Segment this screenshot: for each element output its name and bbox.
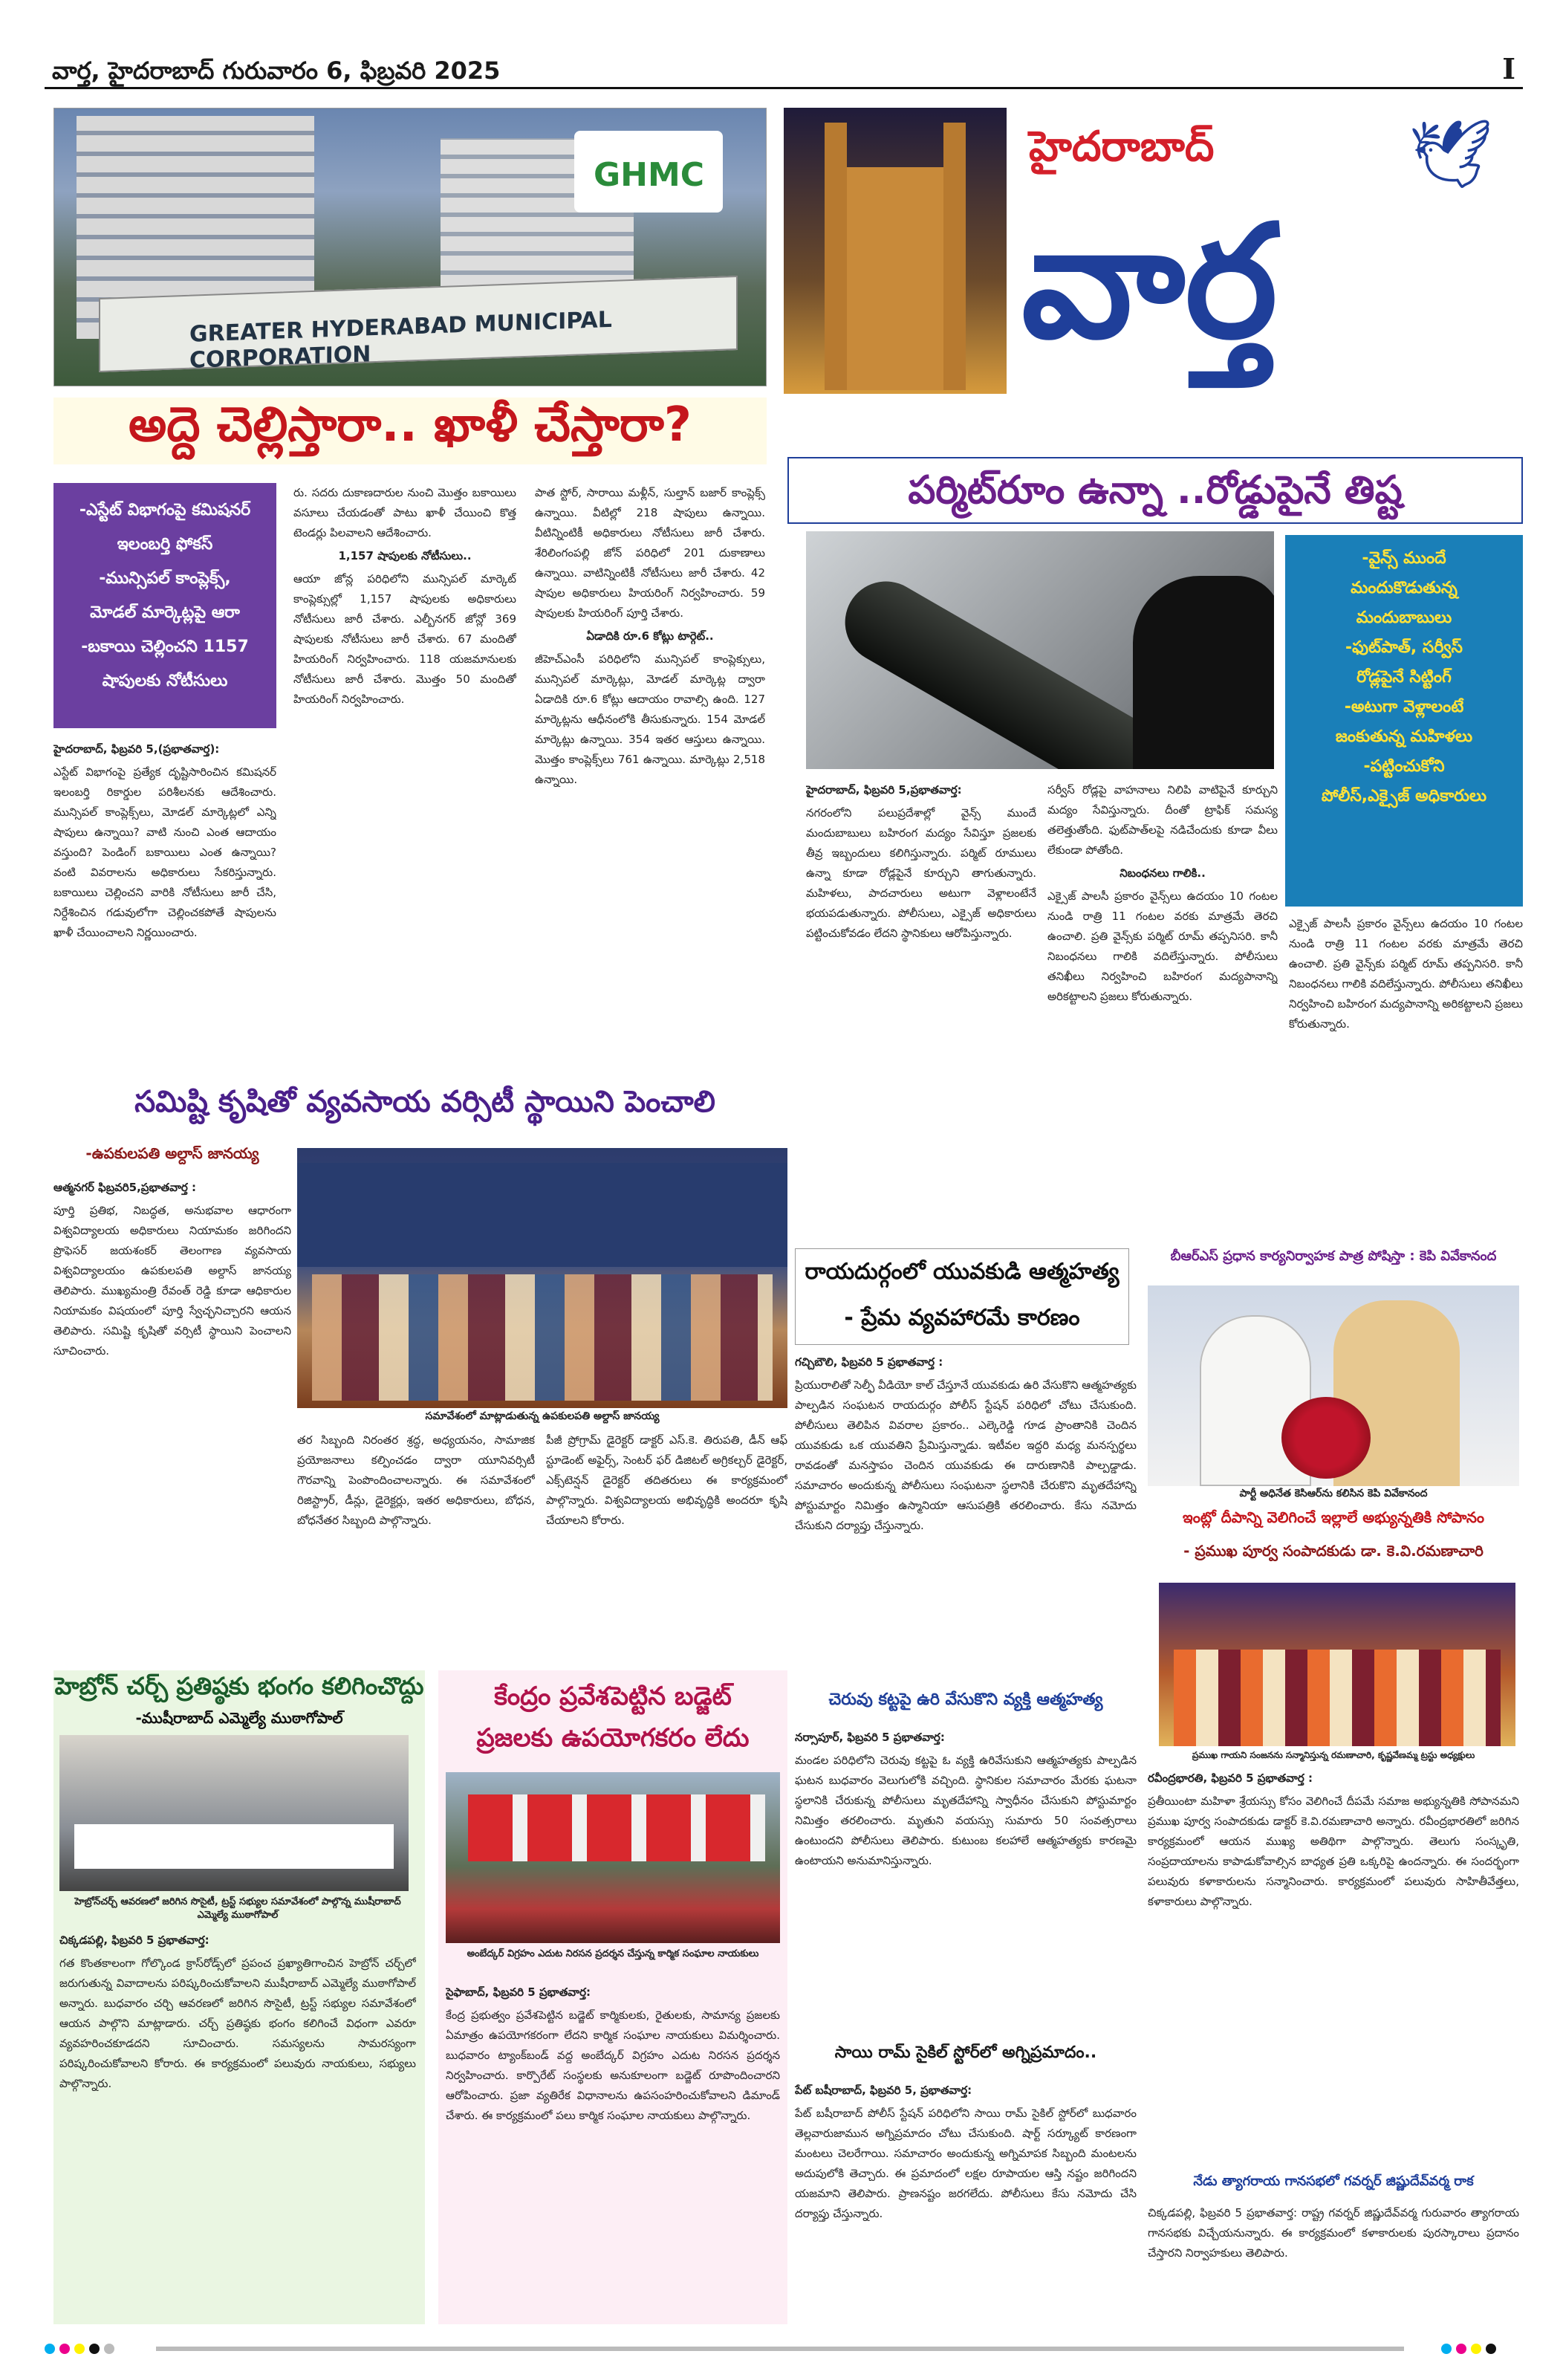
section-logo <box>784 108 1523 405</box>
highlight-item: -పట్టించుకోని <box>1363 757 1445 776</box>
logo-subtitle: హైదరాబాద్ <box>1029 123 1215 171</box>
permit-column-2: సర్వీస్ రోడ్లపై వాహనాలు నిలిపి వాటిపైనే కూర్చుని మద్యం సేవిస్తున్నారు. దీంతో ట్రాఫిక్ సమస్య తలెత్తుతోంది. ఫుట్‌పాత్‌లపై నడిచేందుకు కూడా వీలు లేకుండా పోతోంది. నిబంధనలు గాలికి.. ఎక్సైజ్ పాలసీ ప్రకారం వైన్స్‌లు ఉదయం 10 గంటల నుండి రాత్రి 11 గంటల వరకు మాత్రమే తెరచి ఉంచాలి. ప్రతి వైన్స్‌కు పర్మిట్ రూమ్ తప్పనిసరి. కానీ నిబంధనలు గాలికి వదిలేస్తున్నారు. పోలీసులు తనిఖీలు నిర్వహించి బహిరంగ మద్యపానాన్ని అరికట్టాలని ప్రజలు కోరుతున్నారు. <box>1047 783 1278 1003</box>
page-dateline: వార్త, హైదరాబాద్ గురువారం 6, ఫిబ్రవరి 2025 <box>52 56 501 85</box>
budget-body: సైఫాబాద్, ఫిబ్రవరి 5 ప్రభాతవార్త: కేంద్ర ప్రభుత్వం ప్రవేశపెట్టిన బడ్జెట్ కార్మికులకు, రైతులకు, సామాన్య ప్రజలకు ఏమాత్రం ఉపయోగకరంగా లేదని కార్మిక సంఘాల నాయకులు విమర్శించారు. బుధవారం ట్యాంక్‌బండ్ వద్ద అంబేద్కర్ విగ్రహం ఎదుట నిరసన ప్రదర్శన నిర్వహించారు. కార్పొరేట్ సంస్థలకు అనుకూలంగా బడ్జెట్ రూపొందించారని ఆరోపించారు. ప్రజా వ్యతిరేక విధానాలను ఉపసంహరించుకోవాలని డిమాండ్ చేశారు. ఈ కార్యక్రమంలో పలు కార్మిక సంఘాల నాయకులు పాల్గొన్నారు. <box>446 1985 780 2122</box>
charminar-photo <box>784 108 1007 394</box>
brs-headline: బీఆర్ఎస్ ప్రధాన కార్యనిర్వాహక పాత్ర పోషిస్తా : కెపి వివేకానంద <box>1170 1248 1497 1264</box>
hebron-headline: హెబ్రోన్ చర్చ్ ప్రతిష్ఠకు భంగం కలిగించొద్దు <box>54 1672 424 1700</box>
page-number: I <box>1502 52 1515 85</box>
registration-bar <box>45 2341 1523 2357</box>
brs-photo-caption: పార్టీ అధినేత కెసిఆర్‌ను కలిసిన కెపి వివేకానంద <box>1239 1488 1428 1499</box>
ghmc-headline: అద్దె చెల్లిస్తారా.. ఖాళీ చేస్తారా? <box>53 398 767 464</box>
drinking-photo <box>806 531 1274 769</box>
sairam-headline: సాయి రామ్ సైకిల్ స్టోర్‌లో అగ్నిప్రమాదం.. <box>834 2043 1097 2062</box>
agri-meeting-photo <box>297 1148 787 1408</box>
page-header <box>45 52 1523 89</box>
highlight-item: -ఎస్టేట్ విభాగంపై కమిషనర్ <box>79 501 251 519</box>
agri-photo-caption: సమావేశంలో మాట్లాడుతున్న ఉపకులపతి అల్దాస్ జానయ్య <box>425 1410 660 1422</box>
highlight-item: -బకాయి చెల్లించని 1157 <box>81 638 249 656</box>
highlight-item: మందుబాబులు <box>1356 609 1452 627</box>
deepam-byline: - ప్రముఖ పూర్వ సంపాదకుడు డా. కె.వి.రమణాచారి <box>1183 1542 1484 1560</box>
kcr-meeting-photo <box>1148 1285 1519 1486</box>
protest-photo <box>446 1772 780 1943</box>
highlight-item: ఇలంబర్తి ఫోకస్ <box>117 535 213 554</box>
bird-icon: 🕊 <box>1408 115 1493 193</box>
budget-photo-caption: అంబేద్కర్ విగ్రహం ఎదుట నిరసన ప్రదర్శన చేస్తున్న కార్మిక సంఘాల నాయకులు <box>467 1948 759 1959</box>
deepam-body: రవీంద్రభారతి, ఫిబ్రవరి 5 ప్రభాతవార్త : ప్రతీయింటా మహిళా శ్రేయస్సు కోసం వెలిగించే దీపమే సమాజ అభ్యున్నతికి సోపానమని ప్రముఖ పూర్వ సంపాదకుడు డాక్టర్ కె.వి.రమణాచారి అన్నారు. రవీంద్రభారతిలో జరిగిన కార్యక్రమంలో ఆయన ముఖ్య అతిథిగా పాల్గొన్నారు. తెలుగు సంస్కృతి, సంప్రదాయాలను కాపాడుకోవాల్సిన బాధ్యత ప్రతి ఒక్కరిపై ఉందన్నారు. ఈ సందర్భంగా పలువురు కళాకారులను సన్మానించారు. కార్యక్రమంలో పలువురు సాహితీవేత్తలు, కళాకారులు పాల్గొన్నారు. <box>1148 1771 1519 1908</box>
cheruvu-body: నర్సాపూర్, ఫిబ్రవరి 5 ప్రభాతవార్త: మండల పరిధిలోని చెరువు కట్టపై ఓ వ్యక్తి ఉరివేసుకుని ఆత్మహత్యకు పాల్పడిన ఘటన బుధవారం వెలుగులోకి వచ్చింది. స్థానికుల సమాచారం మేరకు ఘటనా స్థలానికి చేరుకున్న పోలీసులు మృతదేహాన్ని స్వాధీనం చేసుకుని పోస్టుమార్టం నిమిత్తం తరలించారు. మృతుని వయస్సు సుమారు 50 సంవత్సరాలు ఉంటుందని పోలీసులు తెలిపారు. కుటుంబ కలహాలే ఆత్మహత్యకు కారణమై ఉంటాయని అనుమానిస్తున్నారు. <box>795 1731 1137 1867</box>
agri-headline: సమిష్టి కృషితో వ్యవసాయ వర్సిటీ స్థాయిని పెంచాలి <box>134 1085 715 1119</box>
highlight-item: పోలీస్,ఎక్సైజ్ అధికారులు <box>1321 787 1487 805</box>
hebron-photo-caption: హెబ్రోన్‌చర్చ్ ఆవరణలో జరిగిన సొసైటీ, ట్రస్ట్ సభ్యుల సమావేశంలో పాల్గొన్న ముషీరాబాద్ ఎమ్మెల్యే ముఠాగోపాల్ <box>74 1896 401 1921</box>
highlight-item: -ఫుట్‌పాత్, సర్వీస్ <box>1345 638 1463 657</box>
agri-column-1: ఆత్మనగర్ ఫిబ్రవరి5,ప్రభాతవార్త : పూర్తి ప్రతిభ, నిబద్ధత, అనుభవాల ఆధారంగా విశ్వవిద్యాలయ అధికారులు నియామకం జరిగిందని ప్రొఫెసర్ జయశంకర్ తెలంగాణ వ్యవసాయ విశ్వవిద్యాలయం ఉపకులపతి అల్దాస్ జానయ్య తెలిపారు. ముఖ్యమంత్రి రేవంత్ రెడ్డి కూడా ఆధికారుల నియామకం విషయంలో పూర్తి స్వేచ్ఛనిచ్చారని ఆయన తెలిపారు. సమిష్టి కృషితో వర్సిటీ స్థాయిని పెంచాలని సూచించారు. <box>53 1181 291 1358</box>
logo-title: వార్త <box>1021 191 1278 373</box>
hebron-body: చిక్కడపల్లి, ఫిబ్రవరి 5 ప్రభాతవార్త: గత కొంతకాలంగా గోల్కొండ క్రాస్‌రోడ్స్‌లో ప్రపంచ ప్రఖ్యాతిగాంచిన హెబ్రోన్ చర్చ్‌లో జరుగుతున్న వివాదాలను పరిష్కరించుకోవాలని ముషీరాబాద్ ఎమ్మెల్యే ముఠాగోపాల్ అన్నారు. బుధవారం చర్చి ఆవరణలో జరిగిన సొసైటీ, ట్రస్ట్ సభ్యుల సమావేశంలో ఆయన పాల్గొని మాట్లాడారు. చర్చ్ ప్రతిష్ఠకు భంగం కలిగించే విధంగా ఎవరూ వ్యవహరించకూడదని సూచించారు. సమస్యలను సామరస్యంగా పరిష్కరించుకోవాలని కోరారు. ఈ కార్యక్రమంలో పలువురు నాయకులు, సభ్యులు పాల్గొన్నారు. <box>59 1933 416 2090</box>
highlight-item: -అటుగా వెళ్లాలంటే <box>1344 698 1464 716</box>
deepam-photo-caption: ప్రముఖ గాయని సంజనను సన్మానిస్తున్న రమణాచారి, కృష్ణవేణమ్మ ట్రస్టు అధ్యక్షులు <box>1192 1750 1475 1760</box>
highlight-item: మందుకొడుతున్న <box>1351 579 1458 597</box>
budget-headline: కేంద్రం ప్రవేశపెట్టిన బడ్జెట్ ప్రజలకు ఉపయోగకరం లేదు <box>476 1682 750 1753</box>
permit-highlights <box>1285 535 1523 907</box>
cheruvu-headline: చెరువు కట్టపై ఉరి వేసుకొని వ్యక్తి ఆత్మహత్య <box>828 1690 1103 1709</box>
deepam-event-photo <box>1159 1583 1515 1746</box>
ghmc-column-1: హైదరాబాద్, ఫిబ్రవరి 5,(ప్రభాతవార్త): ఎస్టేట్ విభాగంపై ప్రత్యేక దృష్టిసారించిన కమిషనర్ ఇలంబర్తి రికార్డుల పరిశీలనకు ఆదేశించారు. మున్సిపల్ కాంప్లెక్స్‌లు, మోడల్ మార్కెట్లలో ఎన్ని షాపులు ఉన్నాయి? వాటి నుంచి ఎంత ఆదాయం వస్తుంది? పెండింగ్ బకాయిలు ఎంత ఉన్నాయి? వంటి వివరాలను అధికారులు సేకరిస్తున్నారు. బకాయిలు చెల్లించని వారికి నోటీసులు జారీ చేసి, నిర్దేశించిన గడువులోగా చెల్లించకపోతే షాపులను ఖాళీ చేయించాలని నిర్ణయించారు. <box>53 742 276 939</box>
ghmc-column-3: పాత స్టోర్, సారాయి మళ్లీన్, సుల్తాన్ బజార్ కాంప్లెక్స్ ఉన్నాయి. వీటిల్లో 218 షాపులు ఉన్నాయి. వీటిన్నింటికీ అధికారులు నోటీసులు జారీ చేశారు. శేరిలింగంపల్లి జోన్ పరిధిలో 201 దుకాణాలు ఉన్నాయి. వాటిన్నింటికీ నోటీసులు జారీ చేశారు. 42 షాపుల అధికారులు హియరింగ్ నిర్వహించారు. 59 షాపులకు హియరింగ్ పూర్తి చేశారు. ఏడాదికి రూ.6 కోట్లు టార్గెట్.. జీహెచ్ఎంసీ పరిధిలోని మున్సిపల్ కాంప్లెక్సులు, మున్సిపల్ మార్కెట్లు, మోడల్ మార్కెట్ల ద్వారా ఏడాదికి రూ.6 కోట్లు ఆదాయం రావాల్సి ఉంది. 127 మార్కెట్లను ఆధీనంలోకి తీసుకున్నారు. 154 మోడల్ మార్కెట్లు ఉన్నాయి. 354 ఇతర ఆస్తులు ఉన్నాయి. మొత్తం కాంప్లెక్స్‌లు 761 ఉన్నాయి. మార్కెట్లు 2,518 ఉన్నాయి. <box>535 486 765 786</box>
hebron-byline: -ముషీరాబాద్ ఎమ్మెల్యే ముఠాగోపాల్ <box>135 1709 343 1727</box>
highlight-item: జంకుతున్న మహిళలు <box>1335 727 1473 746</box>
permit-column-3: ఎక్సైజ్ పాలసీ ప్రకారం వైన్స్‌లు ఉదయం 10 గంటల నుండి రాత్రి 11 గంటల వరకు మాత్రమే తెరచి ఉంచాలి. ప్రతి వైన్స్‌కు పర్మిట్ రూమ్ తప్పనిసరి. కానీ నిబంధనలు గాలికి వదిలేస్తున్నారు. పోలీసులు తనిఖీలు నిర్వహించి బహిరంగ మద్యపానాన్ని అరికట్టాలని ప్రజలు కోరుతున్నారు. <box>1289 917 1523 1031</box>
agri-column-2: తర సిబ్బంది నిరంతర శ్రద్ధ, అధ్యయనం, సామాజిక ప్రయోజనాలు కల్పించడం ద్వారా యూనివర్సిటీ గౌరవాన్ని పెంపొందించాలన్నారు. ఈ సమావేశంలో రిజిస్ట్రార్, డీన్లు, డైరెక్టర్లు, ఇతర అధికారులు, బోధన, బోధనేతర సిబ్బంది పాల్గొన్నారు. <box>297 1433 535 1527</box>
agri-column-3: పీజీ ప్రోగ్రామ్ డైరెక్టర్ డాక్టర్ ఎస్.కె. తిరుపతి, డీన్ ఆఫ్ స్టూడెంట్ అఫైర్స్, సెంటర్ ఫర్ డిజిటల్ అగ్రికల్చర్ డైరెక్టర్, ఎక్స్‌టెన్షన్ డైరెక్టర్ తదితరులు ఈ కార్యక్రమంలో పాల్గొన్నారు. విశ్వవిద్యాలయ అభివృద్ధికి అందరూ కృషి చేయాలని కోరారు. <box>546 1433 787 1527</box>
highlight-item: రోడ్లపైనే సిట్టింగ్ <box>1356 668 1452 687</box>
permit-room-headline: పర్మిట్‌రూం ఉన్నా ..రోడ్డుపైనే తిష్ట <box>787 457 1523 524</box>
highlight-item: మోడల్ మార్కెట్లపై ఆరా <box>90 603 240 622</box>
ghmc-column-2: రు. సదరు దుకాణదారుల నుంచి మొత్తం బకాయిలు వసూలు చేయడంతో పాటు ఖాళీ చేయించి కొత్త టెండర్లు పిలవాలని ఆదేశించారు. 1,157 షాపులకు నోటీసులు.. ఆయా జోన్ల పరిధిలోని మున్సిపల్ మార్కెట్ కాంప్లెక్సుల్లో 1,157 షాపులకు అధికారులు నోటీసులు జారీ చేశారు. ఎల్బీనగర్ జోన్లో 369 షాపులకు నోటీసులు జారీ చేశారు. 67 మందితో హియరింగ్ నిర్వహించారు. 118 యజమానులకు నోటీసులు జారీ చేశారు. మొత్తం 50 మందితో హియరింగ్ నిర్వహించారు. <box>293 486 516 706</box>
rayadurgam-body: గచ్చిబౌలి, ఫిబ్రవరి 5 ప్రభాతవార్త : ప్రియురాలితో సెల్ఫీ వీడియో కాల్ చేస్తూనే యువకుడు ఉరి వేసుకొని ఆత్మహత్యకు పాల్పడిన సంఘటన రాయదుర్గం పోలీస్ స్టేషన్ పరిధిలో చోటు చేసుకుంది. పోలీసులు తెలిపిన వివరాల ప్రకారం.. ఎల్కెరెడ్డి గూడ ప్రాంతానికి చెందిన యువకుడు ఒక యువతిని ప్రేమిస్తున్నాడు. ఇటీవల ఇద్దరి మధ్య మనస్పర్థలు రావడంతో మనస్తాపం చెందిన యువకుడు ఈ దారుణానికి పాల్పడ్డాడు. సమాచారం అందుకున్న పోలీసులు సంఘటనా స్థలానికి చేరుకొని మృతదేహాన్ని పోస్టుమార్టం నిమిత్తం ఉస్మానియా ఆసుపత్రికి తరలించారు. కేసు నమోదు చేసుకుని దర్యాప్తు చేస్తున్నారు. <box>795 1355 1137 1532</box>
ghmc-highlights <box>53 483 276 728</box>
governor-headline: నేడు త్యాగరాయ గానసభలో గవర్నర్ జిష్ణుదేవ్‌వర్మ రాక <box>1193 2173 1474 2189</box>
ghmc-sign: GREATER HYDERABAD MUNICIPAL CORPORATION <box>99 276 738 372</box>
permit-column-1: హైదరాబాద్, ఫిబ్రవరి 5,ప్రభాతవార్త: నగరంలోని పలుప్రదేశాల్లో వైన్స్ ముందే మందుబాబులు బహిరంగ మద్యం సేవిస్తూ ప్రజలకు తీవ్ర ఇబ్బందులు కలిగిస్తున్నారు. పర్మిట్ రూములు ఉన్నా కూడా రోడ్లపైనే కూర్చుని తాగుతున్నారు. మహిళలు, పాదచారులు అటుగా వెళ్లాలంటేనే భయపడుతున్నారు. పోలీసులు, ఎక్సైజ్ అధికారులు పట్టించుకోవడం లేదని స్థానికులు ఆరోపిస్తున్నారు. <box>806 783 1036 940</box>
highlight-item: షాపులకు నోటీసులు <box>102 672 228 690</box>
rayadurgam-headline: రాయదుర్గంలో యువకుడి ఆత్మహత్య - ప్రేమ వ్యవహారమే కారణం <box>795 1248 1129 1345</box>
ghmc-logo: GHMC <box>574 131 723 213</box>
highlight-item: -వైన్స్ ముందే <box>1362 549 1446 568</box>
hebron-meeting-photo <box>59 1735 409 1891</box>
highlight-item: -మున్సిపల్ కాంప్లెక్స్, <box>99 569 231 588</box>
deepam-headline: ఇంట్లో దీపాన్ని వెలిగించే ఇల్లాలే అభ్యున్నతికి సోపానం <box>1182 1508 1485 1526</box>
sairam-body: పేట్ బషీరాబాద్, ఫిబ్రవరి 5, ప్రభాతవార్త: పేట్ బషీరాబాద్ పోలీస్ స్టేషన్ పరిధిలోని సాయి రామ్ సైకిల్ స్టోర్‌లో బుధవారం తెల్లవారుజామున అగ్నిప్రమాదం చోటు చేసుకుంది. షార్ట్ సర్క్యూట్ కారణంగా మంటలు చెలరేగాయి. సమాచారం అందుకున్న అగ్నిమాపక సిబ్బంది మంటలను అదుపులోకి తెచ్చారు. ఈ ప్రమాదంలో లక్షల రూపాయల ఆస్తి నష్టం జరిగిందని యజమాని తెలిపారు. ప్రాణనష్టం జరగలేదు. పోలీసులు కేసు నమోదు చేసి దర్యాప్తు చేస్తున్నారు. <box>795 2084 1137 2220</box>
governor-body: చిక్కడపల్లి, ఫిబ్రవరి 5 ప్రభాతవార్త: రాష్ట్ర గవర్నర్ జిష్ణుదేవ్‌వర్మ గురువారం త్యాగరాయ గానసభకు విచ్చేయనున్నారు. ఈ కార్యక్రమంలో కళాకారులకు పురస్కారాలు ప్రదానం చేస్తారని నిర్వాహకులు తెలిపారు. <box>1148 2206 1519 2260</box>
agri-byline: -ఉపకులపతి అల్దాస్ జానయ్య <box>85 1144 259 1162</box>
ghmc-building-photo <box>53 108 767 386</box>
